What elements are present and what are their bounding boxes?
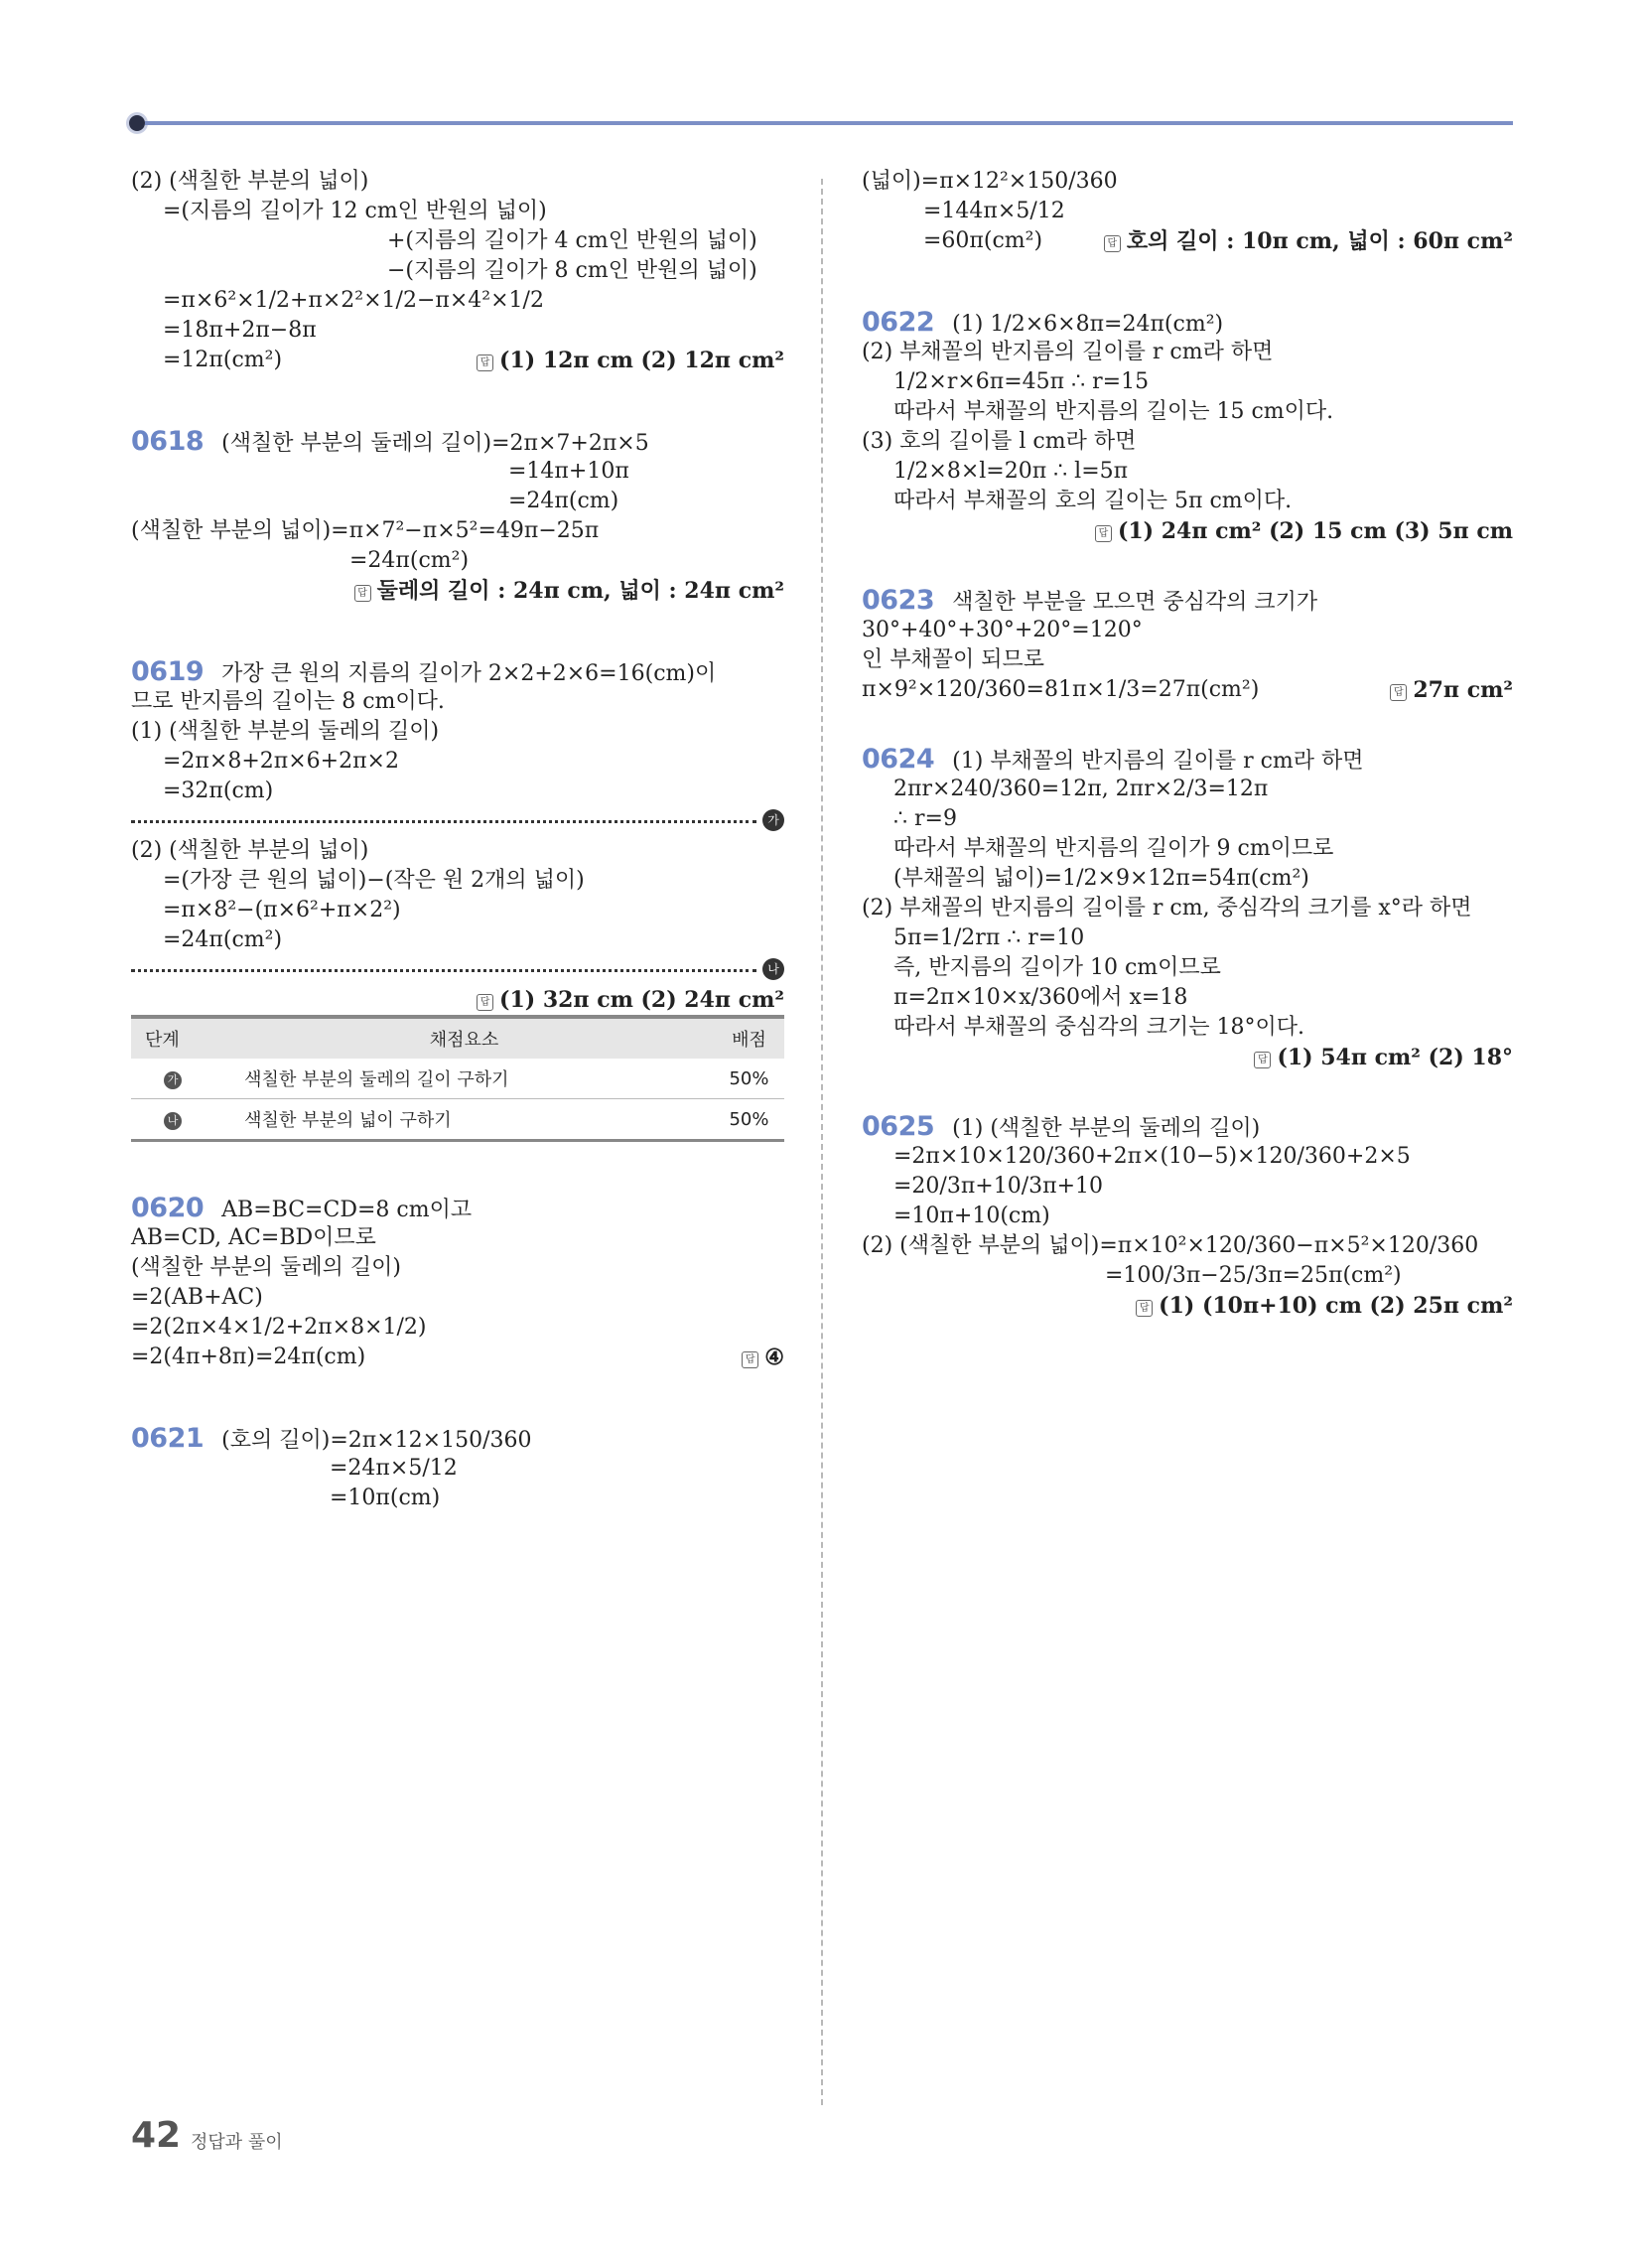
solution-line [862,487,1513,516]
solution-text: =24π(cm²) [163,927,283,952]
answer-mark-icon: 답 [1104,235,1121,252]
question-number: 0619 [131,656,205,687]
dotted-rule [131,969,756,972]
solution-text: (1) 부채꼴의 반지름의 길이를 r cm라 하면 [952,749,1364,774]
question-number: 0621 [131,1423,205,1454]
solution-line [131,687,784,717]
solution-text: 따라서 부채꼴의 반지름의 길이는 15 cm이다. [893,399,1334,424]
solution-line [131,167,784,197]
solution-text: ∴ r=9 [893,806,957,831]
column-divider [821,179,823,2105]
answer-text: (1) (10π+10) cm (2) 25π cm² [1159,1293,1513,1319]
spacer [131,1142,784,1194]
scoring-table-header: 채점요소 [429,1030,499,1051]
solution-line [862,516,1513,546]
solution-text: =60π(cm²) [923,228,1043,253]
solution-line [131,777,784,806]
spacer [862,546,1513,586]
solution-line [131,985,784,1015]
question-number: 0624 [862,744,935,775]
answer [1095,516,1513,546]
scoring-item: 색칠한 부분의 넓이 구하기 [214,1099,714,1141]
answer [1136,1291,1513,1321]
solution-text: =144π×5/12 [923,199,1065,223]
solution-text: (2) 부채꼴의 반지름의 길이를 r cm라 하면 [862,340,1274,364]
solution-line [131,286,784,316]
solution-line [862,616,1513,645]
answer [1390,675,1513,705]
solution-line [862,586,1513,616]
solution-text: (1) (색칠한 부분의 둘레의 길이) [952,1116,1261,1141]
scoring-table-body [131,1059,784,1141]
solution-text: −(지름의 길이가 8 cm인 반원의 넓이) [387,258,757,283]
answer [477,346,784,375]
solution-line [862,457,1513,487]
solution-line [862,308,1513,338]
solution-line [862,338,1513,367]
solution-line [131,1484,784,1513]
solution-text: =π×6²×1/2+π×2²×1/2−π×4²×1/2 [163,288,544,313]
scoring-step-cell [131,1099,214,1141]
solution-line [131,316,784,346]
solution-text: =2(4π+8π)=24π(cm) [131,1345,366,1369]
scoring-table-header-row [131,1017,784,1059]
solution-line [131,576,784,606]
solution-line [862,804,1513,834]
solution-line [862,775,1513,804]
answer [1254,1043,1513,1072]
answer-mark-icon: 답 [477,994,493,1011]
solution-text: (1) 1/2×6×8π=24π(cm²) [952,312,1224,337]
solution-text: =(가장 큰 원의 넓이)−(작은 원 2개의 넓이) [163,868,585,893]
solution-line [862,745,1513,775]
right-column [862,167,1513,1321]
solution-text: 30°+40°+30°+20°=120° [862,618,1143,642]
solution-line [862,1261,1513,1291]
solution-line [862,1112,1513,1142]
solution-line [131,256,784,286]
answer-mark-icon: 답 [742,1351,758,1368]
header-bullet-icon [129,115,145,131]
solution-line [862,226,1513,256]
answer-text: ④ [764,1345,784,1370]
spacer [131,606,784,657]
solution-text: =12π(cm²) [163,348,283,372]
question-number: 0618 [131,426,205,457]
spacer [862,1072,1513,1112]
solution-text: (2) (색칠한 부분의 넓이) [131,838,369,863]
solution-text: 인 부채꼴이 되므로 [862,647,1045,672]
solution-line [862,834,1513,864]
answer [354,576,784,606]
scoring-table-header: 배점 [732,1030,766,1051]
step-divider [131,955,784,985]
answer-text: 호의 길이 : 10π cm, 넓이 : 60π cm² [1126,228,1513,254]
answer-mark-icon: 답 [354,585,371,602]
solution-text: =32π(cm) [163,779,274,803]
answer-mark-icon: 답 [477,354,493,371]
answer-text: 27π cm² [1413,677,1513,703]
solution-text: +(지름의 길이가 4 cm인 반원의 넓이) [387,228,757,253]
solution-line [131,1194,784,1223]
question-number: 0623 [862,585,935,616]
solution-text: =2π×10×120/360+2π×(10−5)×120/360+2×5 [893,1144,1411,1169]
solution-text: (호의 길이)=2π×12×150/360 [221,1428,532,1453]
left-column [131,167,784,1513]
solution-text: 따라서 부채꼴의 호의 길이는 5π cm이다. [893,489,1293,513]
answer-mark-icon: 답 [1254,1052,1271,1068]
solution-text: 즉, 반지름의 길이가 10 cm이므로 [893,955,1221,980]
solution-line [131,866,784,896]
header-rule [145,121,1513,125]
solution-line [131,1223,784,1253]
solution-line [131,657,784,687]
solution-line [131,487,784,516]
solution-text: (색칠한 부분의 넓이)=π×7²−π×5²=49π−25π [131,518,600,543]
answer-text: 둘레의 길이 : 24π cm, 넓이 : 24π cm² [376,578,784,604]
solution-line [131,1313,784,1343]
page-number: 42 [131,2115,182,2156]
solution-line [862,167,1513,197]
solution-text: (색칠한 부분의 둘레의 길이)=2π×7+2π×5 [221,431,649,456]
solution-line [862,1142,1513,1172]
solution-line [862,197,1513,226]
solution-text: 1/2×8×l=20π ∴ l=5π [893,459,1129,484]
scoring-table-row [131,1059,784,1099]
spacer [862,256,1513,308]
solution-line [862,1013,1513,1043]
solution-line [862,894,1513,923]
solution-text: =π×8²−(π×6²+π×2²) [163,898,401,922]
solution-line [131,546,784,576]
solution-line [862,953,1513,983]
answer [477,985,784,1015]
scoring-table [131,1015,784,1142]
answer-text: (1) 54π cm² (2) 18° [1277,1045,1513,1070]
question-number: 0620 [131,1193,205,1223]
solution-text: (부채꼴의 넓이)=1/2×9×12π=54π(cm²) [893,866,1309,891]
question-number: 0625 [862,1111,935,1142]
solution-line [862,1172,1513,1202]
solution-text: 따라서 부채꼴의 반지름의 길이가 9 cm이므로 [893,836,1334,861]
answer-mark-icon: 답 [1390,684,1407,701]
solution-line [131,1283,784,1313]
solution-text: 1/2×r×6π=45π ∴ r=15 [893,369,1150,394]
solution-text: =24π(cm) [508,489,619,513]
solution-line [131,747,784,777]
solution-text: AB=CD, AC=BD이므로 [131,1225,376,1250]
spacer [131,375,784,427]
scoring-score: 50% [714,1059,784,1099]
solution-text: =24π(cm²) [349,548,470,573]
solution-line [131,346,784,375]
solution-line [862,923,1513,953]
solution-line [131,1424,784,1454]
solution-text: =10π(cm) [330,1486,441,1510]
solution-line [131,197,784,226]
solution-line [131,1454,784,1484]
solution-text: 2πr×240/360=12π, 2πr×2/3=12π [893,777,1269,801]
solution-line [131,427,784,457]
solution-line [131,457,784,487]
solution-line [862,645,1513,675]
step-marker: 나 [762,958,784,980]
solution-text: (색칠한 부분의 둘레의 길이) [131,1255,401,1280]
solution-line [862,1291,1513,1321]
scoring-table-row [131,1099,784,1141]
solution-line [131,836,784,866]
solution-line [131,1253,784,1283]
solution-text: π×9²×120/360=81π×1/3=27π(cm²) [862,677,1260,702]
solution-text: =2(AB+AC) [131,1285,263,1310]
solution-text: 따라서 부채꼴의 중심각의 크기는 18°이다. [893,1015,1304,1040]
scoring-step-cell [131,1059,214,1099]
solution-text: AB=BC=CD=8 cm이고 [221,1198,473,1222]
solution-text: 므로 반지름의 길이는 8 cm이다. [131,689,445,714]
answer-mark-icon: 답 [1136,1300,1153,1317]
solution-line [131,1343,784,1372]
solution-text: (넓이)=π×12²×150/360 [862,169,1118,194]
solution-text: =2(2π×4×1/2+2π×8×1/2) [131,1315,427,1340]
answer [1104,226,1513,256]
solution-line [862,1231,1513,1261]
solution-text: (2) (색칠한 부분의 넓이) [131,169,369,194]
solution-line [862,1043,1513,1072]
solution-text: (2) 부채꼴의 반지름의 길이를 r cm, 중심각의 크기를 x°라 하면 [862,896,1472,921]
answer-text: (1) 24π cm² (2) 15 cm (3) 5π cm [1117,518,1513,544]
solution-text: =(지름의 길이가 12 cm인 반원의 넓이) [163,199,547,223]
solution-text: 5π=1/2rπ ∴ r=10 [893,925,1085,950]
step-divider [131,806,784,836]
solution-line [862,864,1513,894]
step-circle: 나 [164,1112,182,1130]
question-number: 0622 [862,307,935,338]
step-marker: 가 [762,809,784,831]
answer-text: (1) 32π cm (2) 24π cm² [499,987,784,1013]
scoring-table-head [131,1017,784,1059]
solution-text: =100/3π−25/3π=25π(cm²) [1105,1263,1402,1288]
spacer [862,705,1513,745]
solution-line [862,675,1513,705]
solution-text: π=2π×10×x/360에서 x=18 [893,985,1188,1010]
solution-text: =24π×5/12 [330,1456,458,1481]
solution-text: 가장 큰 원의 지름의 길이가 2×2+2×6=16(cm)이 [221,661,717,686]
solution-text: =2π×8+2π×6+2π×2 [163,749,399,774]
solution-text: =14π+10π [508,459,629,484]
solution-line [862,983,1513,1013]
solution-text: =18π+2π−8π [163,318,317,343]
solution-text: (3) 호의 길이를 l cm라 하면 [862,429,1137,454]
scoring-score: 50% [714,1099,784,1141]
solution-line [862,367,1513,397]
scoring-item: 색칠한 부분의 둘레의 길이 구하기 [214,1059,714,1099]
solution-line [862,397,1513,427]
solution-text: =10π+10(cm) [893,1204,1050,1228]
solution-text: =20/3π+10/3π+10 [893,1174,1104,1199]
solution-text: (1) (색칠한 부분의 둘레의 길이) [131,719,440,744]
solution-line [131,896,784,925]
answer-text: (1) 12π cm (2) 12π cm² [499,348,784,373]
scoring-table-header: 단계 [145,1030,180,1051]
spacer [131,1372,784,1424]
footer-label: 정답과 풀이 [191,2132,283,2153]
solution-text: (2) (색칠한 부분의 넓이)=π×10²×120/360−π×5²×120/360 [862,1233,1479,1258]
solution-line [862,427,1513,457]
dotted-rule [131,820,756,823]
solution-line [131,925,784,955]
answer-mark-icon: 답 [1095,525,1112,542]
step-circle: 가 [164,1071,182,1089]
solution-text: 색칠한 부분을 모으면 중심각의 크기가 [952,590,1318,615]
solution-line [131,516,784,546]
solution-line [131,717,784,747]
solution-line [862,1202,1513,1231]
solution-line [131,226,784,256]
answer [742,1343,784,1372]
